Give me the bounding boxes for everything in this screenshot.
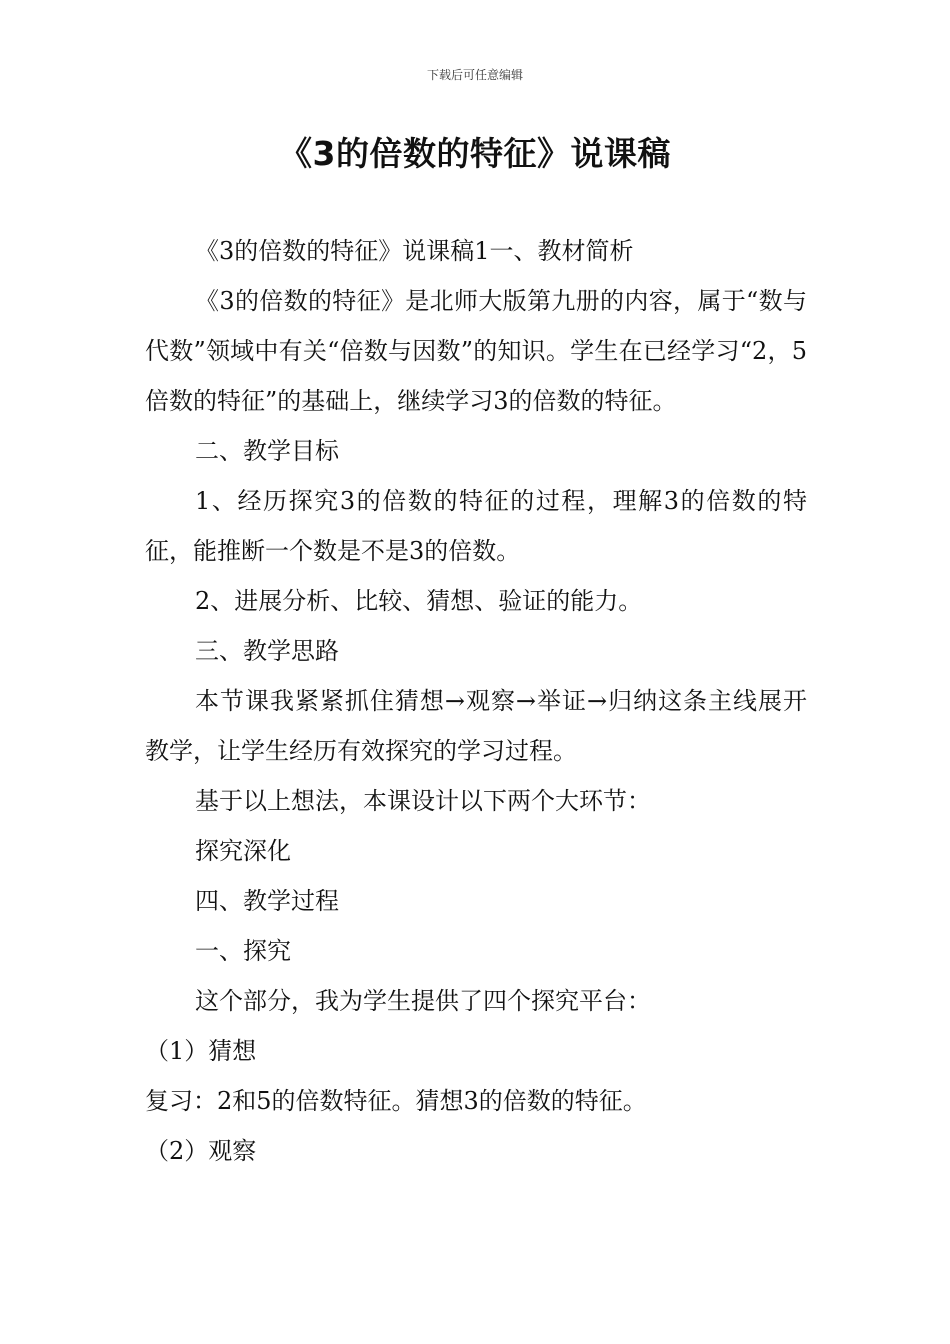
- paragraph-teaching-ideas: 本节课我紧紧抓住猜想→观察→举证→归纳这条主线展开教学，让学生经历有效探究的学习过程。: [145, 687, 807, 765]
- document-title: 《3的倍数的特征》说课稿: [279, 134, 671, 173]
- heading-teaching-process: 四、教学过程: [195, 887, 339, 915]
- page-header-note: 下载后可任意编辑: [426, 68, 523, 82]
- document-body: [145, 226, 807, 1176]
- paragraph-intro-heading: 《3的倍数的特征》说课稿1一、教材简析: [195, 237, 634, 265]
- paragraph-review: 复习：2和5的倍数特征。猜想3的倍数的特征。: [145, 1087, 647, 1115]
- paragraph-explore-deepen: 探究深化: [195, 837, 291, 865]
- paragraph-goal-1: 1、经历探究3的倍数的特征的过程，理解3的倍数的特征，能推断一个数是不是3的倍数。: [145, 487, 807, 565]
- heading-observe: （2）观察: [145, 1137, 257, 1165]
- paragraph-goal-2: 2、进展分析、比较、猜想、验证的能力。: [195, 587, 643, 615]
- heading-teaching-ideas: 三、教学思路: [195, 637, 339, 665]
- heading-guess: （1）猜想: [145, 1037, 257, 1065]
- paragraph-platforms: 这个部分，我为学生提供了四个探究平台：: [195, 987, 651, 1015]
- paragraph-material-analysis: 《3的倍数的特征》是北师大版第九册的内容，属于“数与代数”领域中有关“倍数与因数”的知识。学生在已经学习“2，5倍数的特征”的基础上，继续学习3的倍数的特征。: [145, 287, 807, 415]
- paragraph-design-intro: 基于以上想法，本课设计以下两个大环节：: [195, 787, 651, 815]
- heading-teaching-goals: 二、教学目标: [195, 437, 339, 465]
- heading-explore: 一、探究: [195, 937, 291, 965]
